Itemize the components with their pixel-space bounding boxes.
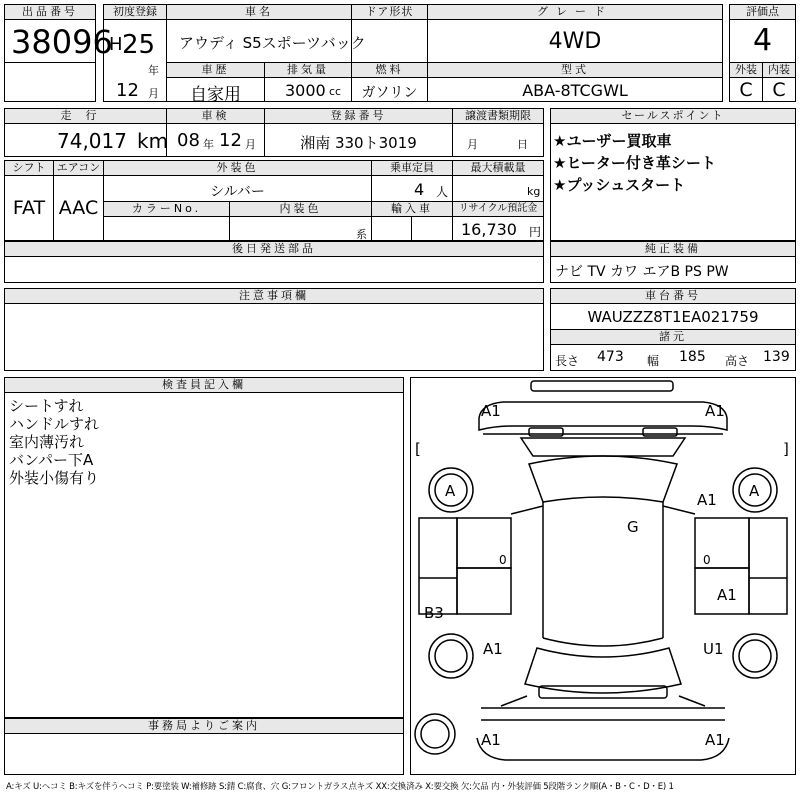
diag-right-fender: A1 [697, 491, 717, 509]
capacity-value: 4 [414, 180, 425, 199]
import-cell-right [411, 216, 453, 241]
aircon-header: エアコン [53, 160, 104, 176]
inspector-note-5: 外装小傷有り [9, 469, 100, 487]
diag-bracket-right: ] [783, 440, 789, 458]
grade-cell [427, 19, 723, 63]
history-header: 車歴 [166, 62, 265, 78]
model-type-value: ABA-8TCGWL [522, 81, 628, 100]
genuine-equip-value: ナビ TV カワ エアB PS PW [555, 264, 729, 280]
plate-cell [264, 123, 453, 157]
chassis-header: 車台番号 [550, 288, 796, 304]
score-value: 4 [752, 23, 773, 58]
recycle-value: 16,730 [461, 220, 517, 239]
transfer-cell [452, 123, 544, 157]
nen-label: 年 [148, 64, 159, 77]
reg-month: 12 [116, 80, 139, 101]
shift-value: FAT [12, 197, 46, 219]
dimensions-header: 諸元 [550, 329, 796, 345]
mileage-value: 74,017 [57, 129, 127, 153]
first-reg-header: 初度登録 [103, 4, 167, 20]
aircon-cell [53, 175, 104, 241]
later-parts-header: 後日発送部品 [4, 241, 544, 257]
displacement-value: 3000 [285, 81, 326, 100]
recycle-header: リサイクル預託金 [452, 201, 544, 217]
exterior-color-header: 外装色 [103, 160, 372, 176]
lot-no-cell [4, 19, 113, 63]
inspector-note-2: ハンドルすれ [9, 415, 100, 433]
inspector-note-1: シートすれ [9, 397, 84, 415]
notes-cell [4, 303, 544, 371]
kei-label: 系 [356, 228, 367, 241]
inspection-nen: 年 [203, 138, 214, 151]
inspector-header: 検査員記入欄 [4, 377, 404, 393]
mileage-cell [4, 123, 167, 157]
mileage-header: 走行 [4, 108, 167, 124]
car-name-cell [166, 19, 366, 63]
fuel-header: 燃料 [351, 62, 428, 78]
diag-zero-right: 0 [703, 553, 711, 567]
car-name-header: 車名 [166, 4, 352, 20]
interior-color-cell [229, 216, 372, 241]
history-cell [166, 77, 265, 105]
shift-cell [4, 175, 54, 241]
inspector-cell [4, 392, 404, 718]
import-header: 輸入車 [371, 201, 453, 217]
diag-tire-left: A [445, 482, 456, 500]
car-name-value: アウディ S5スポーツバック [179, 34, 366, 52]
era-letter: H [109, 34, 123, 55]
color-no-header: カラーNo. [103, 201, 230, 217]
genuine-equip-cell [550, 256, 796, 283]
history-value: 自家用 [190, 85, 241, 105]
first-reg-cell [103, 19, 167, 102]
door-header: ドア形状 [351, 4, 428, 20]
inspection-cell [166, 123, 265, 157]
sales-point-1: ★ユーザー買取車 [553, 132, 672, 150]
inspector-note-3: 室内薄汚れ [9, 433, 85, 451]
km-unit: km [137, 129, 169, 153]
recycle-cell [452, 216, 544, 241]
inspection-tsuki: 月 [245, 138, 256, 151]
transfer-month-label: 月 [467, 138, 478, 151]
diag-roof: G [627, 518, 639, 536]
height-label: 高さ [725, 354, 750, 368]
transfer-day-label: 日 [517, 138, 528, 151]
office-cell [4, 733, 404, 775]
fuel-cell [351, 77, 428, 102]
person-unit: 人 [436, 185, 449, 199]
fuel-value: ガソリン [361, 85, 418, 101]
displacement-header: 排気量 [264, 62, 352, 78]
diag-front-left: A1 [481, 402, 501, 420]
width-label: 幅 [647, 354, 660, 368]
lot-no-value: 38096 [11, 23, 113, 61]
car-diagram-svg [411, 378, 795, 774]
exterior-score-cell [729, 77, 763, 102]
diag-tire-right: A [749, 482, 760, 500]
grade-value: 4WD [548, 29, 602, 54]
diag-right-quarter: U1 [703, 640, 724, 658]
sales-point-2: ★ヒーター付き革シート [553, 154, 716, 172]
plate-header: 登録番号 [264, 108, 453, 124]
diag-left-quarter: A1 [483, 640, 503, 658]
inspection-year: 08 [177, 130, 200, 151]
shift-header: シフト [4, 160, 54, 176]
chassis-value: WAUZZZ8T1EA021759 [587, 308, 759, 326]
model-type-header: 型式 [427, 62, 723, 78]
sales-points-header: セールスポイント [550, 108, 796, 124]
yen-unit: 円 [529, 225, 542, 239]
inspector-note-4: バンパー下A [9, 451, 94, 469]
import-cell-left [371, 216, 412, 241]
later-parts-cell [4, 256, 544, 283]
length-label: 長さ [555, 354, 580, 368]
width-value: 185 [679, 349, 706, 365]
notes-header: 注意事項欄 [4, 288, 544, 304]
score-cell [729, 19, 796, 63]
grade-header: グレード [427, 4, 723, 20]
tsuki-label: 月 [148, 87, 159, 100]
diag-front-right: A1 [705, 402, 725, 420]
inspection-header: 車検 [166, 108, 265, 124]
model-type-cell [427, 77, 723, 102]
sales-point-3: ★プッシュスタート [553, 176, 686, 194]
height-value: 139 [763, 349, 790, 365]
diag-rear-left: A1 [481, 731, 501, 749]
aircon-value: AAC [58, 197, 99, 219]
score-header: 評価点 [729, 4, 796, 20]
legend-text: A:キズ U:ヘコミ B:キズを伴うヘコミ P:要塗装 W:補修跡 S:錆 C:腐食、穴 G:フロントガラス点キズ XX:交換済み X:要交換 欠:欠品 内・外装評価 5段階ランク順(A・B・C・D・E) 1 [6, 782, 674, 792]
cc-unit: cc [329, 85, 342, 98]
car-diagram [410, 377, 796, 775]
diag-zero-left: 0 [499, 553, 507, 567]
capacity-header: 乗車定員 [371, 160, 453, 176]
interior-score-header: 内装 [762, 62, 796, 78]
interior-score-value: C [772, 79, 786, 101]
max-load-header: 最大積載量 [452, 160, 544, 176]
lot-blank-cell [4, 62, 96, 102]
transfer-header: 譲渡書類期限 [452, 108, 544, 124]
dimensions-cell [550, 344, 796, 371]
max-load-cell [452, 175, 544, 202]
plate-value: 湘南 330ト3019 [300, 134, 417, 152]
sales-points-cell [550, 123, 796, 241]
color-no-cell [103, 216, 230, 241]
office-header: 事務局よりご案内 [4, 718, 404, 734]
kg-unit: kg [527, 185, 541, 198]
door-cell [351, 19, 428, 63]
diag-rear-right: A1 [705, 731, 725, 749]
capacity-cell [371, 175, 453, 202]
lot-no-header: 出品番号 [4, 4, 96, 20]
diag-left-rear-panel: B3 [424, 604, 444, 622]
exterior-color-cell [103, 175, 372, 202]
exterior-color-value: シルバー [210, 184, 265, 200]
diag-bracket-left: [ [415, 440, 421, 458]
interior-color-header: 内装色 [229, 201, 372, 217]
chassis-cell [550, 303, 796, 330]
reg-year: 25 [122, 30, 156, 60]
inspection-month: 12 [219, 130, 242, 151]
diag-right-rear-door: A1 [717, 586, 737, 604]
displacement-cell [264, 77, 352, 102]
genuine-equip-header: 純正装備 [550, 241, 796, 257]
exterior-score-header: 外装 [729, 62, 763, 78]
exterior-score-value: C [739, 79, 753, 101]
length-value: 473 [597, 349, 624, 365]
interior-score-cell [762, 77, 796, 102]
